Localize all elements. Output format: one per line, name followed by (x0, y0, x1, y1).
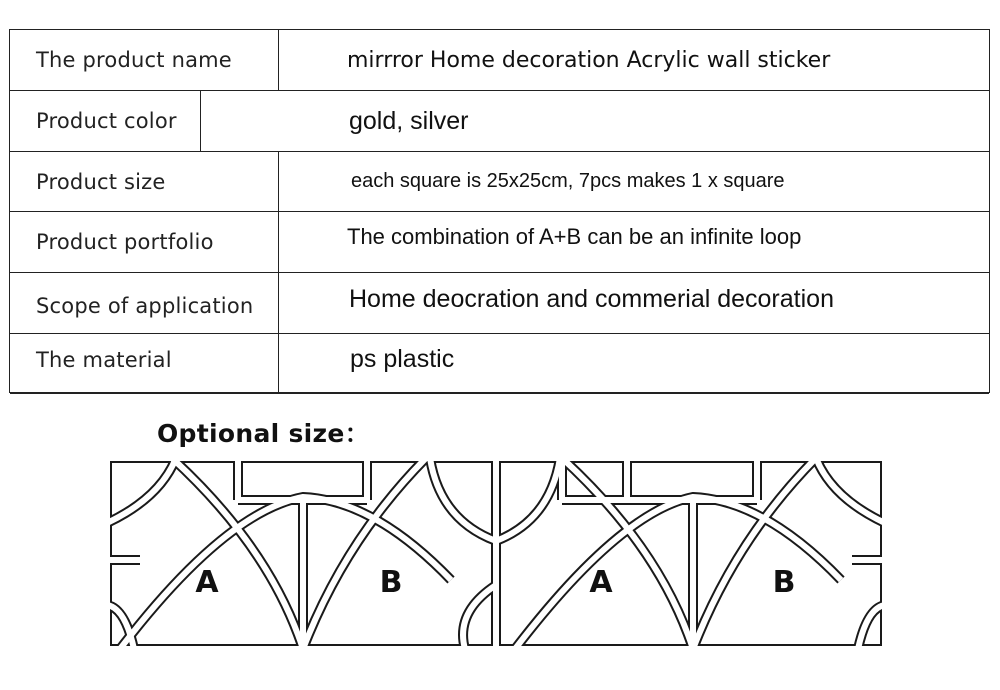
spec-label: The material (36, 347, 172, 372)
spec-value: Home deocration and commerial decoration (349, 284, 834, 313)
spec-label: Product portfolio (36, 230, 214, 254)
piece-label-b: B (379, 565, 403, 600)
piece-label-a: A (589, 565, 613, 600)
pattern-shapes (107, 458, 885, 649)
optional-size-title: Optional size： (157, 419, 370, 448)
spec-label: Scope of application (36, 294, 254, 318)
spec-label: Product color (36, 109, 177, 133)
spec-label: The product name (36, 48, 232, 72)
spec-value: mirrror Home decoration Acrylic wall sticker (347, 47, 831, 73)
spec-value: each square is 25x25cm, 7pcs makes 1 x square (351, 170, 785, 192)
piece-label-a: A (195, 565, 219, 600)
piece-label-b: B (772, 565, 796, 600)
spec-value: The combination of A+B can be an infinite loop (347, 224, 802, 249)
spec-value: ps plastic (350, 345, 455, 373)
spec-value: gold, silver (349, 106, 469, 135)
spec-label: Product size (36, 169, 166, 194)
